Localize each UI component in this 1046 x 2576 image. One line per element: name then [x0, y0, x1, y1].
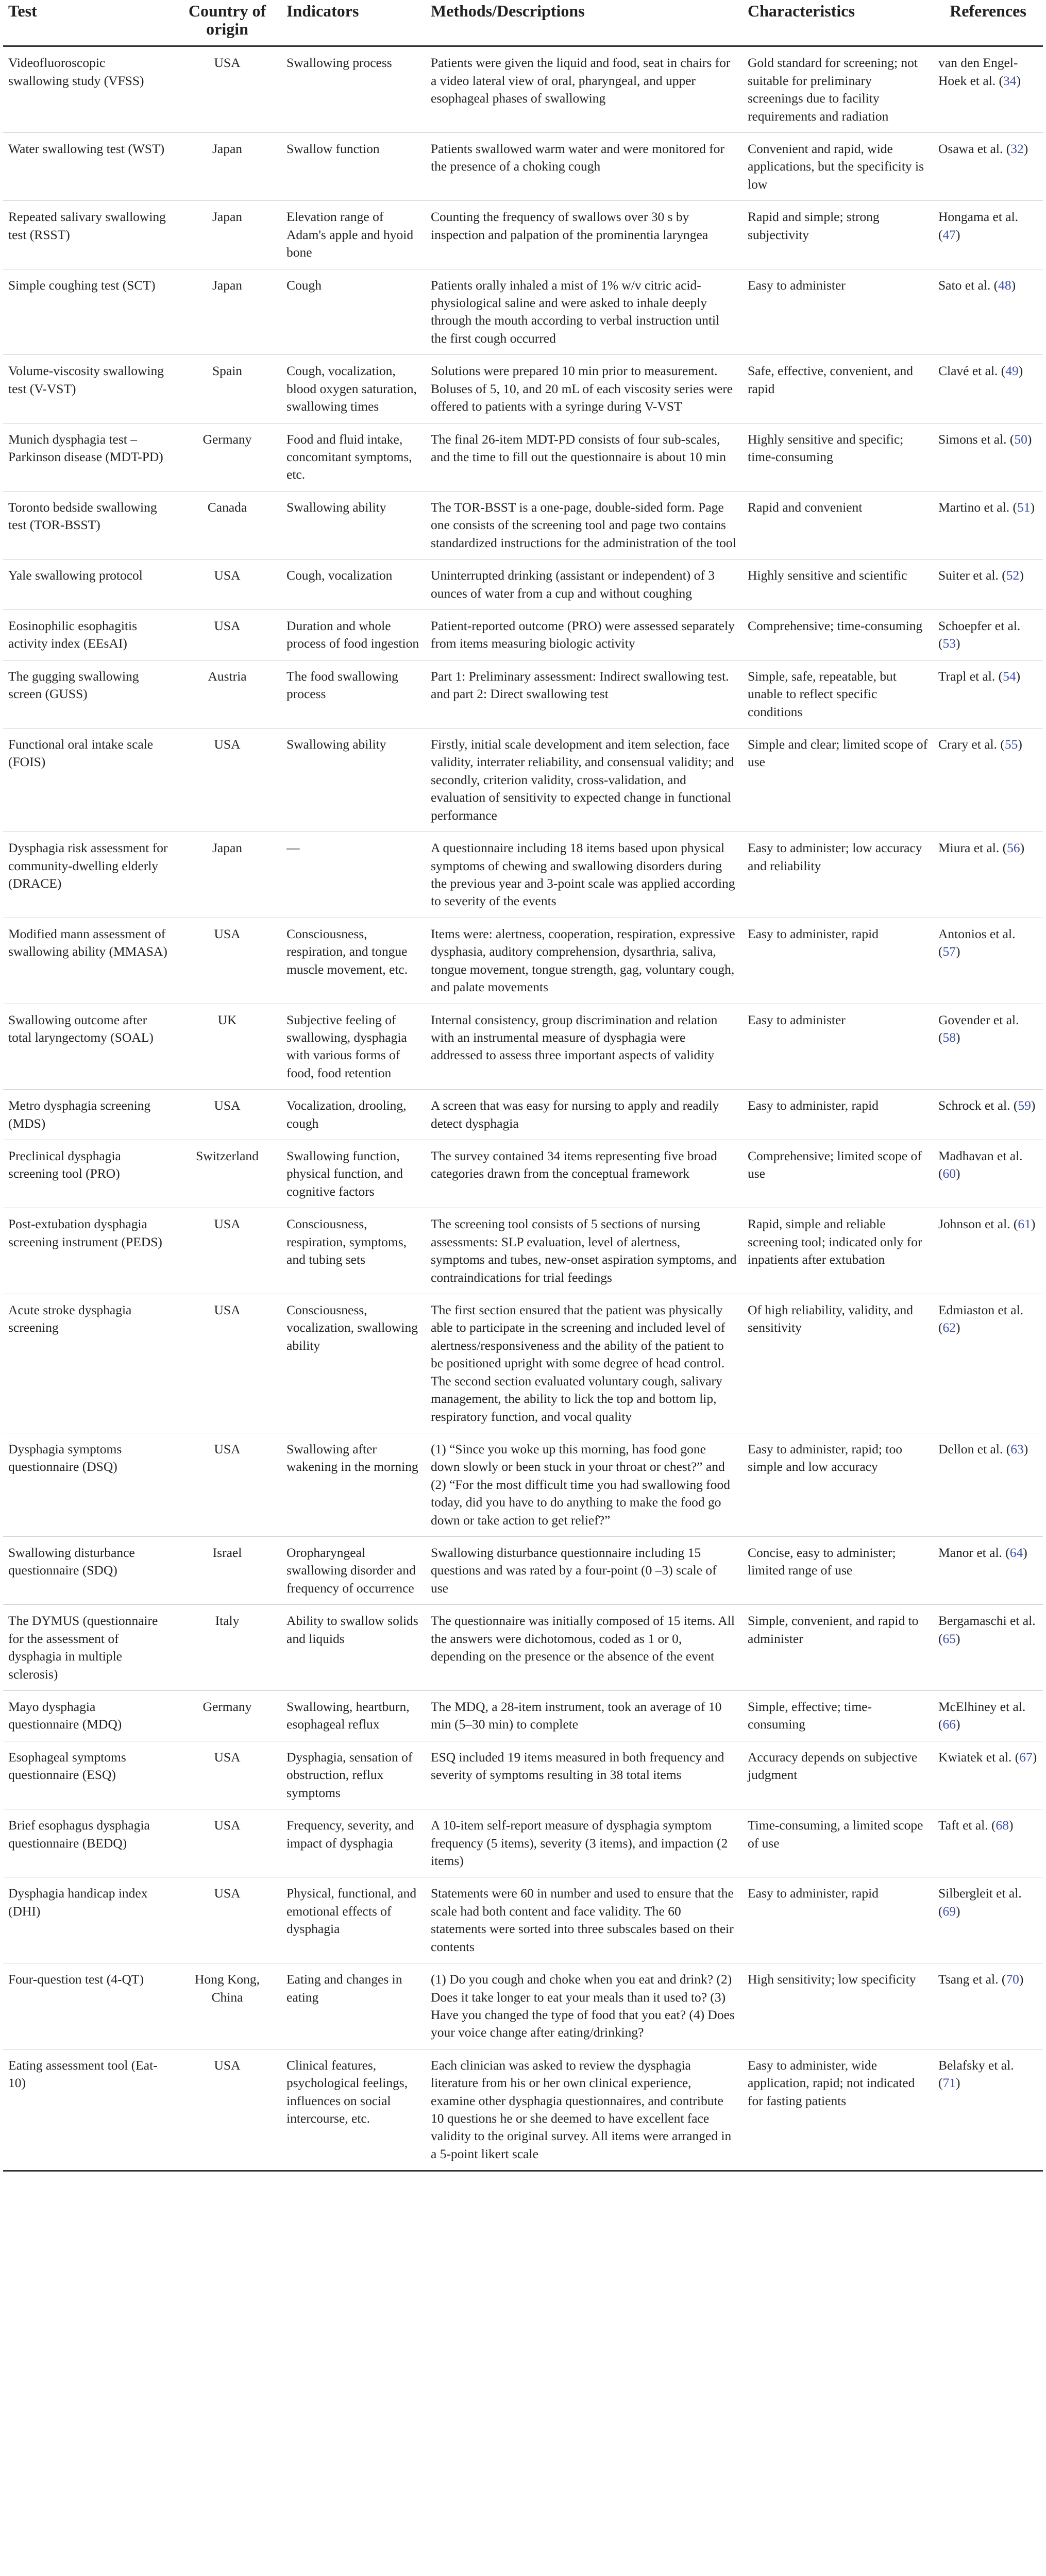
reference-author: McElhiney et al. ( [938, 1699, 1026, 1732]
cell-characteristics: Easy to administer, wide application, rapid; not indicated for fasting patients [743, 2049, 933, 2171]
cell-test: Metro dysphagia screening (MDS) [3, 1090, 173, 1140]
cell-reference [933, 1963, 1043, 2049]
cell-country: USA [173, 918, 281, 1004]
cell-country: Japan [173, 133, 281, 201]
cell-country: Spain [173, 355, 281, 423]
cell-test: Yale swallowing protocol [3, 560, 173, 610]
cell-test: Eosinophilic esophagitis activity index (EEsAI) [3, 609, 173, 660]
reference-author: Miura et al. ( [938, 840, 1007, 856]
cell-test: Four-question test (4-QT) [3, 1963, 173, 2049]
reference-author: Trapl et al. ( [938, 668, 1003, 684]
reference-close: ) [956, 1166, 960, 1181]
cell-reference [933, 918, 1043, 1004]
cell-country: Germany [173, 1691, 281, 1741]
reference-link[interactable]: 47 [942, 227, 956, 242]
cell-methods: Swallowing disturbance questionnaire including 15 questions and was rated by a four-point (0 –3) scale of use [426, 1537, 743, 1605]
cell-reference [933, 1433, 1043, 1536]
table-row [3, 1809, 1043, 1877]
reference-link[interactable]: 64 [1009, 1545, 1023, 1561]
reference-close: ) [956, 1631, 960, 1646]
cell-country: Japan [173, 201, 281, 269]
cell-methods: Uninterrupted drinking (assistant or independent) of 3 ounces of water from a cup and without coughing [426, 560, 743, 610]
cell-reference [933, 133, 1043, 201]
header-test: Test [3, 0, 173, 46]
reference-link[interactable]: 69 [942, 1903, 956, 1919]
cell-indicators: Vocalization, drooling, cough [281, 1090, 426, 1140]
cell-test: Volume-viscosity swallowing test (V-VST) [3, 355, 173, 423]
cell-reference [933, 1294, 1043, 1433]
cell-indicators: Consciousness, vocalization, swallowing ability [281, 1294, 426, 1433]
cell-methods: A screen that was easy for nursing to apply and readily detect dysphagia [426, 1090, 743, 1140]
cell-reference [933, 728, 1043, 832]
cell-test: Esophageal symptoms questionnaire (ESQ) [3, 1741, 173, 1809]
reference-author: Manor et al. ( [938, 1545, 1010, 1561]
cell-methods: The MDQ, a 28-item instrument, took an average of 10 min (5–30 min) to complete [426, 1691, 743, 1741]
reference-author: Bergamaschi et al. ( [938, 1613, 1036, 1646]
cell-methods: Patient-reported outcome (PRO) were assessed separately from items measuring biologic activity [426, 609, 743, 660]
cell-test: Dysphagia handicap index (DHI) [3, 1877, 173, 1963]
cell-country: Japan [173, 832, 281, 918]
cell-country: Canada [173, 491, 281, 559]
cell-characteristics: Comprehensive; time-consuming [743, 609, 933, 660]
cell-country: USA [173, 1208, 281, 1294]
cell-indicators: Swallowing after wakening in the morning [281, 1433, 426, 1536]
cell-characteristics: Convenient and rapid, wide applications, but the specificity is low [743, 133, 933, 201]
reference-close: ) [1023, 141, 1028, 157]
reference-link[interactable]: 55 [1004, 737, 1018, 752]
cell-reference [933, 1809, 1043, 1877]
cell-methods: Patients swallowed warm water and were monitored for the presence of a choking cough [426, 133, 743, 201]
table-row [3, 269, 1043, 355]
cell-characteristics: Concise, easy to administer; limited range of use [743, 1537, 933, 1605]
cell-methods: ESQ included 19 items measured in both frequency and severity of symptoms resulting in 38 total items [426, 1741, 743, 1809]
dysphagia-screening-table [3, 0, 1043, 2172]
reference-link[interactable]: 59 [1018, 1098, 1031, 1113]
reference-author: Dellon et al. ( [938, 1441, 1011, 1456]
cell-test: The gugging swallowing screen (GUSS) [3, 660, 173, 728]
cell-test: Swallowing disturbance questionnaire (SDQ) [3, 1537, 173, 1605]
table-row [3, 355, 1043, 423]
reference-author: Schrock et al. ( [938, 1098, 1018, 1113]
header-row [3, 0, 1043, 46]
cell-country: UK [173, 1004, 281, 1090]
reference-author: Belafsky et al. ( [938, 2057, 1014, 2091]
reference-close: ) [1031, 1216, 1036, 1232]
cell-test: Acute stroke dysphagia screening [3, 1294, 173, 1433]
reference-link[interactable]: 67 [1019, 1749, 1033, 1765]
cell-test: Toronto bedside swallowing test (TOR-BSST) [3, 491, 173, 559]
reference-author: Madhavan et al. ( [938, 1148, 1023, 1181]
reference-link[interactable]: 34 [1003, 73, 1017, 88]
table-row [3, 1004, 1043, 1090]
cell-methods: A questionnaire including 18 items based upon physical symptoms of chewing and swallowing disorders during the previous year and 3-point scale was applied according to severity of the events [426, 832, 743, 918]
reference-author: Edmiaston et al. ( [938, 1302, 1024, 1335]
cell-test: Water swallowing test (WST) [3, 133, 173, 201]
cell-methods: Internal consistency, group discrimination and relation with an instrumental measure of dysphagia were addressed to assess three important aspects of validity [426, 1004, 743, 1090]
cell-country: Japan [173, 269, 281, 355]
reference-close: ) [1023, 1441, 1028, 1456]
cell-methods: (1) “Since you woke up this morning, has food gone down slowly or been stuck in your throat or chest?” and (2) “For the most difficult time you had swallowing food today, did you have to do anything to make the food go down or take action to get relief?” [426, 1433, 743, 1536]
cell-country: Switzerland [173, 1140, 281, 1208]
cell-reference [933, 491, 1043, 559]
cell-test: Dysphagia risk assessment for community-dwelling elderly (DRACE) [3, 832, 173, 918]
cell-characteristics: High sensitivity; low specificity [743, 1963, 933, 2049]
table-row [3, 46, 1043, 133]
cell-characteristics: Simple, convenient, and rapid to administer [743, 1605, 933, 1691]
cell-test: Swallowing outcome after total laryngectomy (SOAL) [3, 1004, 173, 1090]
cell-test: Modified mann assessment of swallowing ability (MMASA) [3, 918, 173, 1004]
cell-reference [933, 355, 1043, 423]
cell-indicators: Consciousness, respiration, and tongue muscle movement, etc. [281, 918, 426, 1004]
reference-link[interactable]: 63 [1010, 1441, 1024, 1456]
reference-link[interactable]: 49 [1005, 363, 1019, 379]
reference-link[interactable]: 68 [996, 1818, 1009, 1833]
reference-close: ) [1032, 1749, 1037, 1765]
reference-link[interactable]: 50 [1014, 431, 1027, 447]
reference-link[interactable]: 62 [942, 1320, 956, 1335]
reference-author: Simons et al. ( [938, 431, 1015, 447]
table-row [3, 1537, 1043, 1605]
reference-close: ) [956, 636, 960, 651]
reference-close: ) [1031, 1098, 1036, 1113]
cell-characteristics: Gold standard for screening; not suitable for preliminary screenings due to facility requirements and radiation [743, 46, 933, 133]
reference-author: Sato et al. ( [938, 277, 999, 293]
cell-characteristics: Easy to administer [743, 1004, 933, 1090]
cell-characteristics: Simple and clear; limited scope of use [743, 728, 933, 832]
reference-author: Govender et al. ( [938, 1012, 1019, 1045]
cell-characteristics: Easy to administer, rapid; too simple and low accuracy [743, 1433, 933, 1536]
cell-reference [933, 832, 1043, 918]
reference-close: ) [1009, 1818, 1014, 1833]
cell-country: Austria [173, 660, 281, 728]
cell-test: Dysphagia symptoms questionnaire (DSQ) [3, 1433, 173, 1536]
reference-close: ) [1019, 568, 1024, 583]
cell-indicators: Swallowing, heartburn, esophageal reflux [281, 1691, 426, 1741]
cell-reference [933, 1004, 1043, 1090]
reference-author: Clavé et al. ( [938, 363, 1006, 379]
cell-country: Israel [173, 1537, 281, 1605]
table-row [3, 918, 1043, 1004]
cell-country: USA [173, 728, 281, 832]
cell-reference [933, 1140, 1043, 1208]
reference-close: ) [1019, 1972, 1024, 1987]
reference-link[interactable]: 54 [1003, 668, 1016, 684]
reference-close: ) [1023, 1545, 1027, 1561]
table-header [3, 0, 1043, 46]
reference-close: ) [956, 2075, 960, 2091]
cell-characteristics: Rapid and convenient [743, 491, 933, 559]
reference-author: Osawa et al. ( [938, 141, 1011, 157]
cell-methods: Items were: alertness, cooperation, respiration, expressive dysphasia, auditory comprehension, dysarthria, saliva, tongue movement, tongue strength, gag, voluntary cough, and palate movements [426, 918, 743, 1004]
cell-methods: Solutions were prepared 10 min prior to measurement. Boluses of 5, 10, and 20 mL of each viscosity series were offered to patients with a syringe during V-VST [426, 355, 743, 423]
cell-indicators: Eating and changes in eating [281, 1963, 426, 2049]
cell-test: Functional oral intake scale (FOIS) [3, 728, 173, 832]
cell-indicators: Swallowing function, physical function, and cognitive factors [281, 1140, 426, 1208]
cell-reference [933, 1605, 1043, 1691]
reference-author: Tsang et al. ( [938, 1972, 1006, 1987]
reference-author: Antonios et al. ( [938, 926, 1016, 959]
reference-author: Suiter et al. ( [938, 568, 1006, 583]
cell-indicators: The food swallowing process [281, 660, 426, 728]
cell-characteristics: Highly sensitive and specific; time-consuming [743, 423, 933, 491]
reference-close: ) [1030, 499, 1035, 515]
cell-reference [933, 201, 1043, 269]
reference-author: Johnson et al. ( [938, 1216, 1018, 1232]
cell-country: USA [173, 46, 281, 133]
reference-link[interactable]: 71 [942, 2075, 956, 2091]
header-indicators: Indicators [281, 0, 426, 46]
reference-author: Hongama et al. ( [938, 209, 1019, 242]
cell-indicators: Frequency, severity, and impact of dysphagia [281, 1809, 426, 1877]
cell-methods: The survey contained 34 items representing five broad categories drawn from the conceptual framework [426, 1140, 743, 1208]
cell-reference [933, 1741, 1043, 1809]
table-row [3, 1877, 1043, 1963]
cell-indicators: Dysphagia, sensation of obstruction, reflux symptoms [281, 1741, 426, 1809]
cell-country: USA [173, 1433, 281, 1536]
cell-indicators: Swallowing ability [281, 491, 426, 559]
cell-indicators: Ability to swallow solids and liquids [281, 1605, 426, 1691]
cell-indicators: — [281, 832, 426, 918]
cell-methods: The TOR-BSST is a one-page, double-sided form. Page one consists of the screening tool and page two contains standardized instructions for the administration of the tool [426, 491, 743, 559]
reference-close: ) [1016, 668, 1021, 684]
cell-methods: The first section ensured that the patient was physically able to participate in the screening and included level of alertness/responsiveness and the ability of the patient to be positioned upright with some degree of head control. The second section evaluated voluntary cough, salivary management, the ability to lick the top and bottom lip, respiratory function, and vocal quality [426, 1294, 743, 1433]
cell-indicators: Food and fluid intake, concomitant symptoms, etc. [281, 423, 426, 491]
reference-link[interactable]: 32 [1010, 141, 1024, 157]
cell-country: Italy [173, 1605, 281, 1691]
cell-country: USA [173, 560, 281, 610]
cell-reference [933, 660, 1043, 728]
reference-author: van den Engel-Hoek et al. ( [938, 55, 1018, 88]
cell-reference [933, 609, 1043, 660]
cell-reference [933, 1090, 1043, 1140]
cell-test: Munich dysphagia test – Parkinson disease (MDT-PD) [3, 423, 173, 491]
reference-link[interactable]: 58 [942, 1029, 956, 1045]
cell-methods: The screening tool consists of 5 sections of nursing assessments: SLP evaluation, level of alertness, symptoms and tubes, new-onset aspiration symptoms, and contraindications for trial feedings [426, 1208, 743, 1294]
cell-reference [933, 1877, 1043, 1963]
cell-characteristics: Simple, effective; time-consuming [743, 1691, 933, 1741]
table-body [3, 46, 1043, 2171]
cell-indicators: Cough [281, 269, 426, 355]
table-row [3, 609, 1043, 660]
table-row [3, 660, 1043, 728]
cell-reference [933, 2049, 1043, 2171]
cell-methods: Patients were given the liquid and food, seat in chairs for a video lateral view of oral, pharyngeal, and upper esophageal phases of swallowing [426, 46, 743, 133]
table-row [3, 728, 1043, 832]
cell-methods: Firstly, initial scale development and item selection, face validity, interrater reliability, and consensual validity; and secondly, criterion validity, cross-validation, and evaluation of sensitivity to expected change in functional performance [426, 728, 743, 832]
cell-characteristics: Easy to administer [743, 269, 933, 355]
reference-close: ) [956, 1320, 960, 1335]
cell-methods: (1) Do you cough and choke when you eat and drink? (2) Does it take longer to eat your meals than it used to? (3) Have you changed the type of food that you eat? (4) Does your voice change after eating/drinking? [426, 1963, 743, 2049]
cell-country: USA [173, 1294, 281, 1433]
cell-characteristics: Simple, safe, repeatable, but unable to reflect specific conditions [743, 660, 933, 728]
cell-indicators: Elevation range of Adam's apple and hyoid bone [281, 201, 426, 269]
cell-indicators: Swallowing ability [281, 728, 426, 832]
cell-characteristics: Of high reliability, validity, and sensitivity [743, 1294, 933, 1433]
reference-close: ) [956, 1717, 960, 1732]
cell-characteristics: Easy to administer, rapid [743, 1090, 933, 1140]
cell-country: USA [173, 1809, 281, 1877]
table-row [3, 832, 1043, 918]
cell-reference [933, 46, 1043, 133]
cell-characteristics: Easy to administer; low accuracy and reliability [743, 832, 933, 918]
table-row [3, 560, 1043, 610]
cell-characteristics: Rapid, simple and reliable screening tool; indicated only for inpatients after extubation [743, 1208, 933, 1294]
cell-methods: Statements were 60 in number and used to ensure that the scale had both content and face validity. The 60 statements were sorted into three subscales based on their contents [426, 1877, 743, 1963]
reference-link[interactable]: 70 [1006, 1972, 1019, 1987]
cell-methods: Counting the frequency of swallows over 30 s by inspection and palpation of the prominentia laryngea [426, 201, 743, 269]
cell-test: Post-extubation dysphagia screening instrument (PEDS) [3, 1208, 173, 1294]
cell-country: Germany [173, 423, 281, 491]
reference-close: ) [956, 1029, 960, 1045]
cell-indicators: Clinical features, psychological feelings, influences on social intercourse, etc. [281, 2049, 426, 2171]
reference-close: ) [1016, 73, 1021, 88]
cell-methods: Each clinician was asked to review the dysphagia literature from his or her own clinical experience, examine other dysphagia questionnaires, and contribute 10 questions he or she deemed to have excellent face validity to the original survey. All items were arranged in a 5-point likert scale [426, 2049, 743, 2171]
reference-author: Silbergleit et al. ( [938, 1886, 1022, 1919]
cell-indicators: Duration and whole process of food ingestion [281, 609, 426, 660]
cell-characteristics: Accuracy depends on subjective judgment [743, 1741, 933, 1809]
reference-close: ) [1027, 431, 1032, 447]
reference-link[interactable]: 56 [1007, 840, 1020, 856]
table-row [3, 1140, 1043, 1208]
reference-author: Crary et al. ( [938, 737, 1005, 752]
reference-author: Schoepfer et al. ( [938, 618, 1021, 651]
cell-indicators: Cough, vocalization, blood oxygen saturation, swallowing times [281, 355, 426, 423]
cell-test: Eating assessment tool (Eat-10) [3, 2049, 173, 2171]
cell-test: Repeated salivary swallowing test (RSST) [3, 201, 173, 269]
cell-methods: The final 26-item MDT-PD consists of four sub-scales, and the time to fill out the questionnaire is about 10 min [426, 423, 743, 491]
table-row [3, 133, 1043, 201]
reference-author: Taft et al. ( [938, 1818, 996, 1833]
cell-test: The DYMUS (questionnaire for the assessment of dysphagia in multiple sclerosis) [3, 1605, 173, 1691]
reference-link[interactable]: 52 [1006, 568, 1020, 583]
table-row [3, 1294, 1043, 1433]
cell-test: Simple coughing test (SCT) [3, 269, 173, 355]
cell-characteristics: Comprehensive; limited scope of use [743, 1140, 933, 1208]
cell-reference [933, 560, 1043, 610]
reference-link[interactable]: 65 [942, 1631, 956, 1646]
cell-indicators: Cough, vocalization [281, 560, 426, 610]
reference-link[interactable]: 66 [942, 1717, 956, 1732]
cell-methods: Patients orally inhaled a mist of 1% w/v citric acid-physiological saline and were asked to inhale deeply through the mouth according to verbal instruction until the first cough occurred [426, 269, 743, 355]
cell-methods: Part 1: Preliminary assessment: Indirect swallowing test. and part 2: Direct swallowing test [426, 660, 743, 728]
reference-close: ) [1018, 737, 1022, 752]
cell-characteristics: Safe, effective, convenient, and rapid [743, 355, 933, 423]
cell-characteristics: Rapid and simple; strong subjectivity [743, 201, 933, 269]
table-row [3, 491, 1043, 559]
table-row [3, 1963, 1043, 2049]
table-row [3, 1741, 1043, 1809]
reference-link[interactable]: 48 [998, 277, 1011, 293]
cell-indicators: Oropharyngeal swallowing disorder and frequency of occurrence [281, 1537, 426, 1605]
table-row [3, 201, 1043, 269]
reference-close: ) [956, 227, 960, 242]
table-row [3, 1433, 1043, 1536]
cell-reference [933, 1537, 1043, 1605]
table-row [3, 1090, 1043, 1140]
cell-indicators: Physical, functional, and emotional effects of dysphagia [281, 1877, 426, 1963]
cell-test: Brief esophagus dysphagia questionnaire (BEDQ) [3, 1809, 173, 1877]
cell-reference [933, 423, 1043, 491]
header-references: References [933, 0, 1043, 46]
table-row [3, 1605, 1043, 1691]
cell-test: Preclinical dysphagia screening tool (PRO) [3, 1140, 173, 1208]
cell-indicators: Subjective feeling of swallowing, dysphagia with various forms of food, food retention [281, 1004, 426, 1090]
cell-characteristics: Highly sensitive and scientific [743, 560, 933, 610]
cell-country: USA [173, 609, 281, 660]
reference-link[interactable]: 60 [942, 1166, 956, 1181]
cell-reference [933, 1208, 1043, 1294]
cell-country: Hong Kong, China [173, 1963, 281, 2049]
table-row [3, 2049, 1043, 2171]
reference-close: ) [1018, 363, 1023, 379]
cell-methods: The questionnaire was initially composed of 15 items. All the answers were dichotomous, coded as 1 or 0, depending on the presence or the absence of the event [426, 1605, 743, 1691]
cell-country: USA [173, 2049, 281, 2171]
cell-test: Videofluoroscopic swallowing study (VFSS) [3, 46, 173, 133]
cell-characteristics: Easy to administer, rapid [743, 918, 933, 1004]
reference-close: ) [1011, 277, 1016, 293]
reference-author: Martino et al. ( [938, 499, 1017, 515]
reference-close: ) [1020, 840, 1025, 856]
cell-country: USA [173, 1877, 281, 1963]
reference-link[interactable]: 57 [942, 944, 956, 959]
header-characteristics: Characteristics [743, 0, 933, 46]
table-row [3, 423, 1043, 491]
cell-reference [933, 1691, 1043, 1741]
cell-test: Mayo dysphagia questionnaire (MDQ) [3, 1691, 173, 1741]
reference-link[interactable]: 61 [1018, 1216, 1031, 1232]
reference-close: ) [956, 944, 960, 959]
reference-close: ) [956, 1903, 960, 1919]
cell-indicators: Consciousness, respiration, symptoms, and tubing sets [281, 1208, 426, 1294]
reference-link[interactable]: 53 [942, 636, 956, 651]
cell-reference [933, 269, 1043, 355]
cell-country: USA [173, 1090, 281, 1140]
cell-indicators: Swallowing process [281, 46, 426, 133]
cell-country: USA [173, 1741, 281, 1809]
header-country: Country of origin [173, 0, 281, 46]
cell-characteristics: Easy to administer, rapid [743, 1877, 933, 1963]
reference-link[interactable]: 51 [1017, 499, 1031, 515]
cell-methods: A 10-item self-report measure of dysphagia symptom frequency (5 items), severity (3 items), and impaction (2 items) [426, 1809, 743, 1877]
reference-author: Kwiatek et al. ( [938, 1749, 1020, 1765]
header-methods: Methods/Descriptions [426, 0, 743, 46]
cell-characteristics: Time-consuming, a limited scope of use [743, 1809, 933, 1877]
table-row [3, 1208, 1043, 1294]
table-row [3, 1691, 1043, 1741]
cell-indicators: Swallow function [281, 133, 426, 201]
